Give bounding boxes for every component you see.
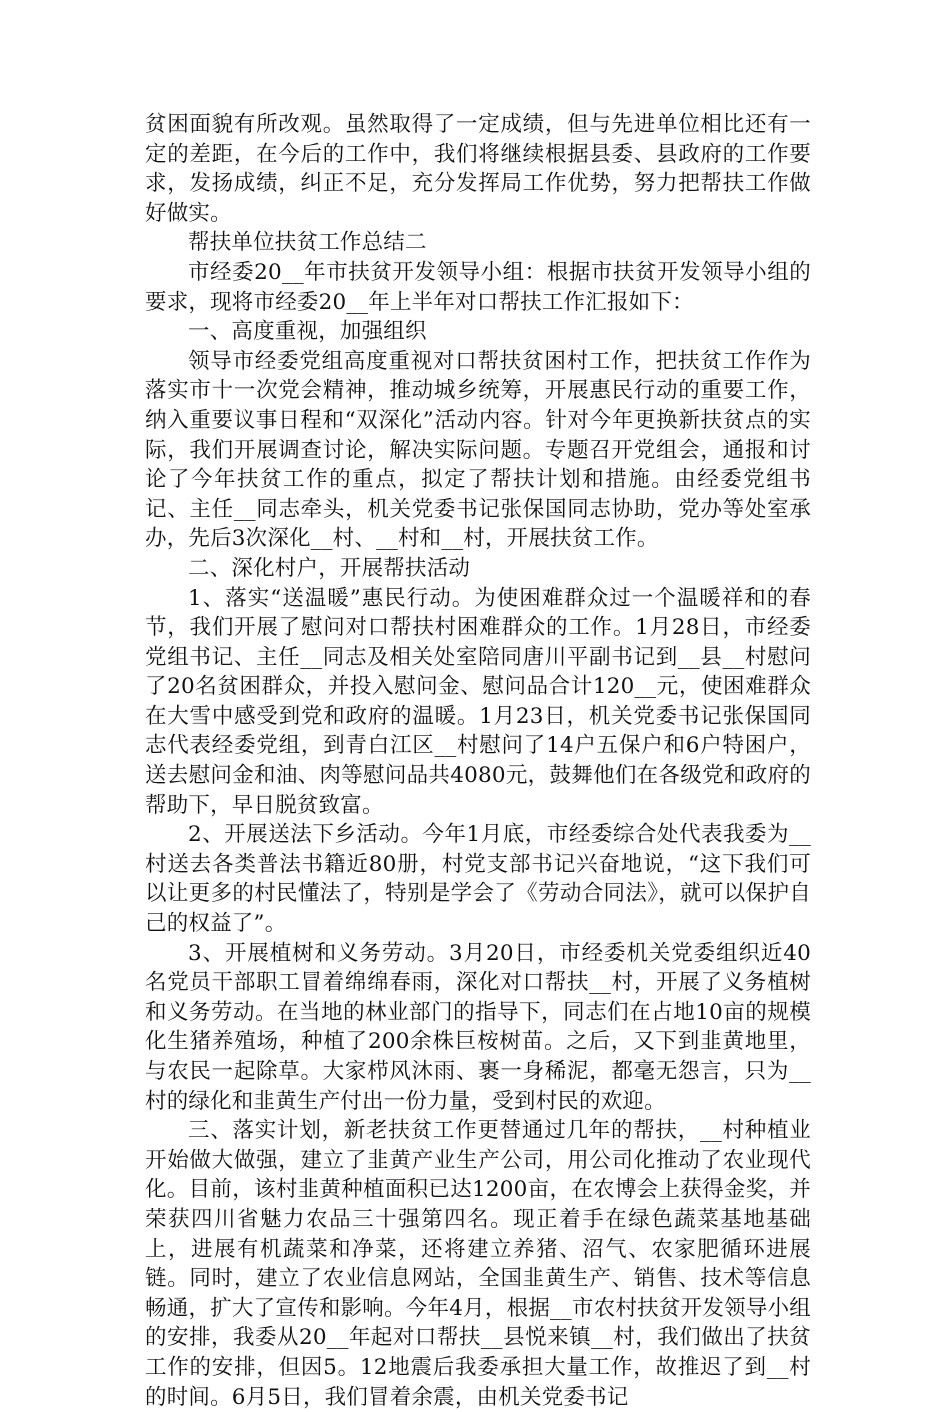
paragraph-10: 三、落实计划，新老扶贫工作更替通过几年的帮扶，__村种植业开始做大做强，建立了韭黄产业生产公司，用公司化推动了农业现代化。目前，该村韭黄种植面积已达1200亩，在农博会上获得金奖，并荣获四川省魅力农品三十强第四名。现正着手在绿色蔬菜基地基础上，进展有机蔬菜和净菜，还将建立养猪、沼气、农家肥循环进展链。同时，建立了农业信息网站，全国韭黄生产、销售、技术等信息畅通，扩大了宣传和影响。今年4月，根据__市农村扶贫开发领导小组的安排，我委从20__年起对口帮扶__县悦来镇__村，我们做出了扶贫工作的安排，但因5。12地震后我委承担大量工作，故推迟了到__村的时间。6月5日，我们冒着余震，由机关党委书记 <box>145 1118 811 1410</box>
heading-1: 一、高度重视，加强组织 <box>188 319 427 345</box>
section-title: 帮扶单位扶贫工作总结二 <box>188 230 427 256</box>
paragraph-3: 市经委20__年市扶贫开发领导小组：根据市扶贫开发领导小组的要求，现将市经委20__年上半年对口帮扶工作汇报如下： <box>145 259 811 315</box>
heading-2: 二、深化村户，开展帮扶活动 <box>188 555 471 581</box>
document-body <box>145 110 811 1412</box>
paragraph-5: 领导市经委党组高度重视对口帮扶贫困村工作，把扶贫工作作为落实市十一次党会精神，推动城乡统筹，开展惠民行动的重要工作，纳入重要议事日程和“双深化”活动内容。针对今年更换新扶贫点的实际，我们开展调查讨论，解决实际问题。专题召开党组会，通报和讨论了今年扶贫工作的重点，拟定了帮扶计划和措施。由经委党组书记、主任__同志牵头，机关党委书记张保国同志协助，党办等处室承办，先后3次深化__村、__村和__村，开展扶贫工作。 <box>145 348 811 552</box>
paragraph-7: 1、落实“送温暖”惠民行动。为使困难群众过一个温暖祥和的春节，我们开展了慰问对口帮扶村困难群众的工作。1月28日，市经委党组书记、主任__同志及相关处室陪同唐川平副书记到__县__村慰问了20名贫困群众，并投入慰问金、慰问品合计120__元，使困难群众在大雪中感受到党和政府的温暖。1月23日，机关党委书记张保国同志代表经委党组，到青白江区__村慰问了14户五保户和6户特困户，送去慰问金和油、肉等慰问品共4080元，鼓舞他们在各级党和政府的帮助下，早日脱贫致富。 <box>145 585 811 818</box>
paragraph-1: 贫困面貌有所改观。虽然取得了一定成绩，但与先进单位相比还有一定的差距，在今后的工作中，我们将继续根据县委、县政府的工作要求，发扬成绩，纠正不足，充分发挥局工作优势，努力把帮扶工作做好做实。 <box>145 112 811 226</box>
paragraph-9: 3、开展植树和义务劳动。3月20日，市经委机关党委组织近40名党员干部职工冒着绵绵春雨，深化对口帮扶__村，开展了义务植树和义务劳动。在当地的林业部门的指导下，同志们在占地10亩的规模化生猪养殖场，种植了200余株巨桉树苗。之后，又下到韭黄地里，与农民一起除草。大家栉风沐雨、裹一身稀泥，都毫无怨言，只为__村的绿化和韭黄生产付出一份力量，受到村民的欢迎。 <box>145 940 811 1114</box>
paragraph-8: 2、开展送法下乡活动。今年1月底，市经委综合处代表我委为__村送去各类普法书籍近80册，村党支部书记兴奋地说，“这下我们可以让更多的村民懂法了，特别是学会了《劳动合同法》，就可以保护自己的权益了”。 <box>145 822 811 937</box>
